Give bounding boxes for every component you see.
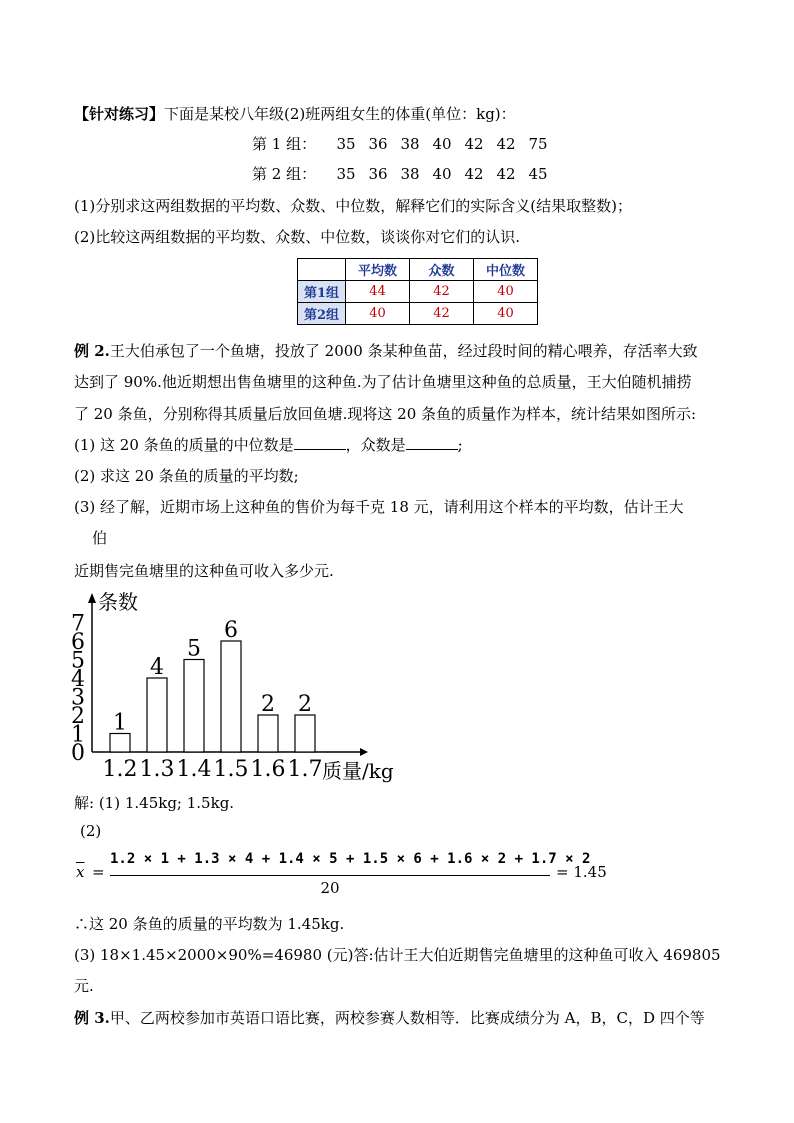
example2-question-3-end: 近期售完鱼塘里的这种鱼可收入多少元. [74, 562, 334, 580]
solution-3: ∴这 20 条鱼的质量的平均数为 1.45kg. [74, 915, 345, 933]
bar-data-label: 6 [224, 618, 238, 643]
x-tick-label: 1.2 [102, 757, 138, 782]
x-axis-label: 质量/kg [322, 759, 394, 783]
practice-question-2: (2)比较这两组数据的平均数、众数、中位数，谈谈你对它们的认识. [74, 228, 521, 246]
bar [295, 715, 315, 752]
example3-text: 甲、乙两校参加市英语口语比赛，两校参赛人数相等．比赛成绩分为 A，B，C，D 四个等 [109, 1009, 705, 1027]
group1-value: 35 [336, 135, 356, 153]
example3-tag: 例 3. [74, 1009, 110, 1027]
group1-value: 42 [496, 135, 516, 153]
table-header-mean: 平均数 [346, 259, 410, 281]
example2-line2: 达到了 90%.他近期想出售鱼塘里的这种鱼.为了估计鱼塘里这种鱼的总质量，王大伯随机捕捞 [74, 373, 692, 391]
bar-data-label: 2 [298, 692, 312, 717]
y-axis-arrow [88, 593, 96, 603]
example2-text: 王大伯承包了一个鱼塘，投放了 2000 条某种鱼苗，经过段时间的精心喂养，存活率大致 [109, 342, 698, 360]
practice-intro [74, 103, 516, 124]
practice-tag: 【针对练习】 [74, 105, 165, 123]
mean-formula [76, 851, 636, 901]
formula-denominator: 20 [320, 879, 340, 897]
group2-value: 42 [496, 165, 516, 183]
example3-line1 [74, 1007, 705, 1028]
bar-data-label: 2 [261, 692, 275, 717]
table-cell: 42 [410, 303, 474, 325]
fraction-bar [110, 875, 550, 876]
example2-tag: 例 2. [74, 342, 110, 360]
y-tick-label: 7 [71, 611, 85, 637]
formula-numerator: 1.2 × 1 + 1.3 × 4 + 1.4 × 5 + 1.5 × 6 + 1.6 × 2 + 1.7 × 2 [110, 851, 591, 867]
example2-question-3: (3) 经了解，近期市场上这种鱼的售价为每千克 18 元，请利用这个样本的平均数，估计王大 [74, 498, 684, 516]
table-header-mode: 众数 [410, 259, 474, 281]
bar-data-label: 4 [150, 655, 164, 680]
group2-value: 42 [464, 165, 484, 183]
group2-label: 第 2 组： [252, 165, 317, 183]
solution-4: (3) 18×1.45×2000×90%=46980 (元)答:估计王大伯近期售完鱼塘里的这种鱼可收入 469805 [74, 946, 721, 964]
table-cell: 40 [474, 303, 538, 325]
table-corner-cell [298, 259, 346, 281]
table-header-median: 中位数 [474, 259, 538, 281]
y-tick-label: 1 [71, 722, 85, 748]
x-tick-label: 1.4 [176, 757, 212, 782]
table-row [298, 303, 538, 325]
answer-blank-mode[interactable] [406, 435, 458, 450]
x-tick-label: 1.6 [250, 757, 286, 782]
bar [258, 715, 278, 752]
table-cell: 40 [474, 281, 538, 303]
group2-value: 40 [432, 165, 452, 183]
answer-blank-median[interactable] [294, 435, 346, 450]
group1-row [252, 133, 554, 154]
y-tick-label: 4 [71, 667, 85, 692]
group1-value: 75 [528, 135, 548, 153]
group1-value: 38 [400, 135, 420, 153]
table-row [298, 281, 538, 303]
bar [147, 678, 167, 752]
x-tick-label: 1.5 [213, 757, 249, 782]
y-tick-label: 3 [71, 685, 85, 711]
x-axis-arrow [360, 748, 368, 756]
bar-data-label: 5 [187, 636, 201, 662]
group1-label: 第 1 组： [252, 135, 317, 153]
y-tick-label: 2 [71, 704, 85, 729]
x-tick-label: 1.7 [287, 757, 323, 782]
table-row-label: 第2组 [298, 303, 346, 325]
example2-question-3-cont: 伯 [92, 529, 108, 547]
table-cell: 40 [346, 303, 410, 325]
example2-line3: 了 20 条鱼，分别称得其质量后放回鱼塘.现将这 20 条鱼的质量作为样本，统计结果如图所示: [74, 405, 697, 423]
group2-row [252, 163, 554, 184]
group2-value: 45 [528, 165, 548, 183]
x-bar-symbol: $\overline{x}$ [76, 863, 85, 881]
x-tick-label: 1.3 [139, 757, 175, 782]
example2-question-1 [74, 434, 463, 455]
table-cell: 44 [346, 281, 410, 303]
bar [221, 641, 241, 752]
group2-value: 36 [368, 165, 388, 183]
bar [184, 660, 204, 753]
table-header-row [298, 259, 538, 281]
y-tick-label: 6 [71, 630, 85, 655]
group2-value: 38 [400, 165, 420, 183]
question-text: (1) 这 20 条鱼的质量的中位数是 [74, 436, 294, 454]
bar [110, 734, 130, 753]
stats-table [297, 258, 538, 325]
formula-result: = 1.45 [556, 863, 607, 881]
example2-line1 [74, 340, 698, 361]
group1-value: 40 [432, 135, 452, 153]
practice-intro-text: 下面是某校八年级(2)班两组女生的体重(单位：kg)： [164, 105, 516, 123]
solution-4-cont: 元. [74, 977, 94, 995]
y-tick-label: 0 [71, 741, 85, 766]
example2-question-2: (2) 求这 20 条鱼的质量的平均数; [74, 467, 299, 485]
practice-question-1: (1)分别求这两组数据的平均数、众数、中位数，解释它们的实际含义(结果取整数)； [74, 197, 632, 215]
question-text: ，众数是 [345, 436, 406, 454]
bar-chart [60, 585, 420, 785]
table-row-label: 第1组 [298, 281, 346, 303]
solution-2-label: (2) [80, 822, 102, 840]
table-cell: 42 [410, 281, 474, 303]
y-axis-label: 条数 [98, 590, 138, 614]
group1-value: 36 [368, 135, 388, 153]
solution-1: 解: (1) 1.45kg; 1.5kg. [74, 794, 235, 812]
y-tick-label: 5 [71, 648, 85, 674]
bar-data-label: 1 [113, 710, 127, 736]
group2-value: 35 [336, 165, 356, 183]
question-text: ; [457, 436, 463, 454]
equals-sign: = [92, 863, 105, 881]
group1-value: 42 [464, 135, 484, 153]
